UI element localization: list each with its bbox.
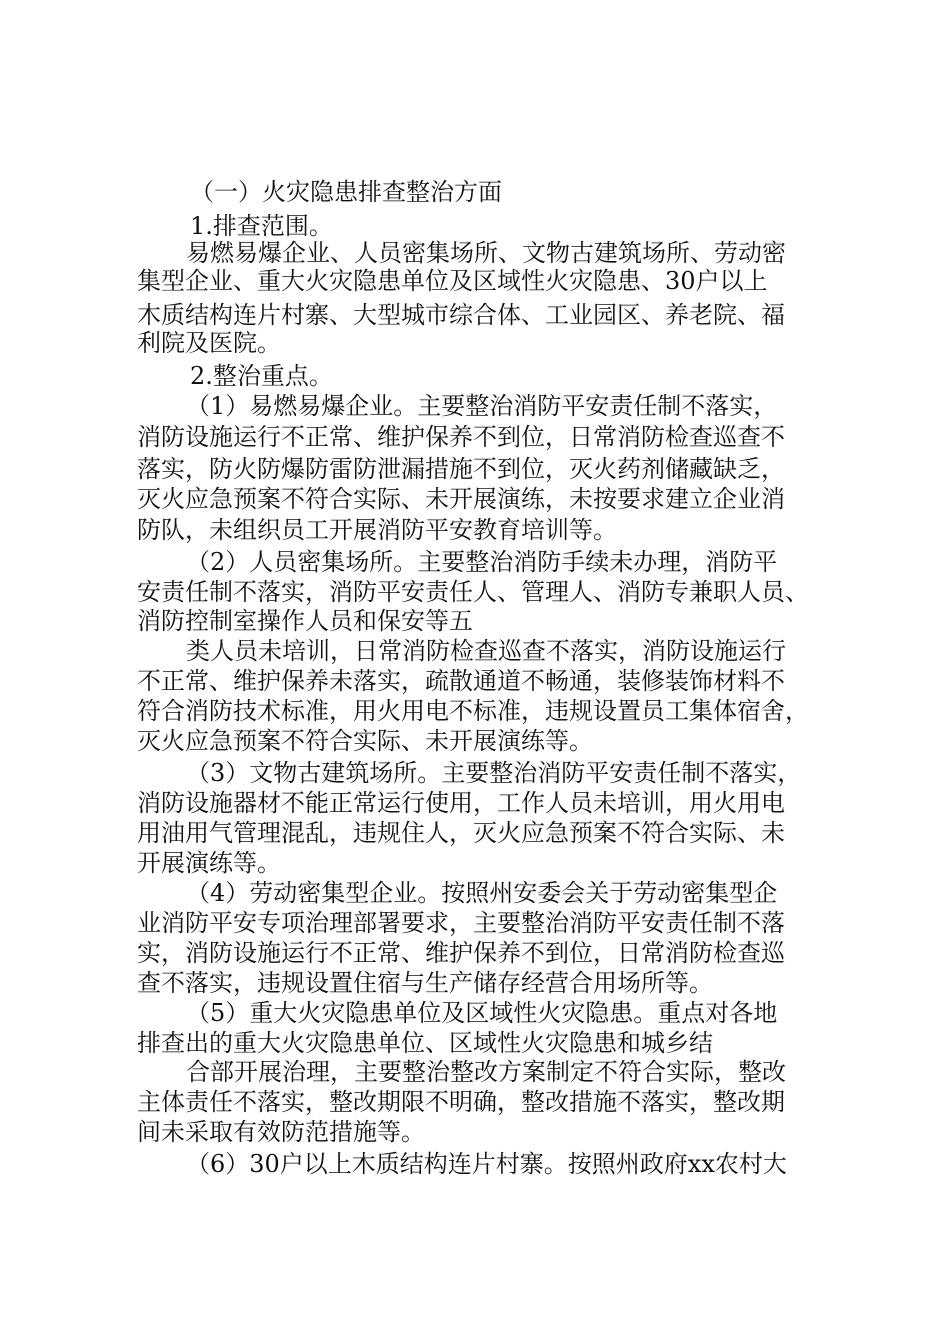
paragraph-line: 间未采取有效防范措施等。	[137, 1118, 425, 1146]
paragraph-line: 实，消防设施运行不正常、维护保养不到位，日常消防检查巡	[137, 939, 785, 967]
paragraph-line: 查不落实，违规设置住宿与生产储存经营合用场所等。	[137, 969, 713, 997]
paragraph-line: 防队，未组织员工开展消防平安教育培训等。	[137, 516, 617, 544]
paragraph-line: （2）人员密集场所。主要整治消防手续未办理，消防平	[186, 548, 778, 576]
paragraph-line: 类人员未培训，日常消防检查巡查不落实，消防设施运行	[186, 637, 786, 665]
paragraph-line: （3）文物古建筑场所。主要整治消防平安责任制不落实，	[186, 759, 802, 787]
paragraph-line: 安责任制不落实，消防平安责任人、管理人、消防专兼职人员、	[137, 578, 809, 606]
paragraph-line: 消防设施器材不能正常运行使用，工作人员未培训，用火用电	[137, 789, 785, 817]
paragraph-line: （5）重大火灾隐患单位及区域性火灾隐患。重点对各地	[186, 999, 778, 1027]
paragraph-line: 木质结构连片村寨、大型城市综合体、工业园区、养老院、福	[137, 301, 785, 329]
subsection-heading: 1.排查范围。	[190, 212, 333, 240]
paragraph-line: 消防设施运行不正常、维护保养不到位，日常消防检查巡查不	[137, 423, 785, 451]
paragraph-line: 主体责任不落实，整改期限不明确，整改措施不落实，整改期	[137, 1088, 785, 1116]
paragraph-line: 业消防平安专项治理部署要求，主要整治消防平安责任制不落	[137, 909, 785, 937]
paragraph-line: 集型企业、重大火灾隐患单位及区域性火灾隐患、30户以上	[137, 267, 768, 295]
paragraph-line: 合部开展治理，主要整治整改方案制定不符合实际，整改	[186, 1058, 786, 1086]
paragraph-line: 排查出的重大火灾隐患单位、区域性火灾隐患和城乡结	[137, 1029, 713, 1057]
paragraph-line: 消防控制室操作人员和保安等五	[137, 607, 473, 635]
paragraph-line: 灭火应急预案不符合实际、未开展演练，未按要求建立企业消	[137, 485, 785, 513]
paragraph-line: 利院及医院。	[137, 329, 281, 357]
paragraph-line: 易燃易爆企业、人员密集场所、文物古建筑场所、劳动密	[186, 239, 786, 267]
paragraph-line: 不正常、维护保养未落实，疏散通道不畅通，装修装饰材料不	[137, 667, 785, 695]
subsection-heading: 2.整治重点。	[190, 362, 333, 390]
paragraph-line: 用油用气管理混乱，违规住人，灭火应急预案不符合实际、未	[137, 819, 785, 847]
paragraph-line: 符合消防技术标准，用火用电不标准，违规设置员工集体宿舍，	[137, 697, 809, 725]
paragraph-line: 开展演练等。	[137, 849, 281, 877]
paragraph-line: （4）劳动密集型企业。按照州安委会关于劳动密集型企	[186, 879, 778, 907]
section-heading: （一）火灾隐患排查整治方面	[190, 178, 502, 206]
paragraph-line: 灭火应急预案不符合实际、未开展演练等。	[137, 727, 593, 755]
paragraph-line: （1）易燃易爆企业。主要整治消防平安责任制不落实，	[186, 392, 778, 420]
paragraph-line: 落实，防火防爆防雷防泄漏措施不到位，灭火药剂储藏缺乏，	[137, 455, 785, 483]
paragraph-line: （6）30户以上木质结构连片村寨。按照州政府xx农村大	[186, 1150, 787, 1178]
